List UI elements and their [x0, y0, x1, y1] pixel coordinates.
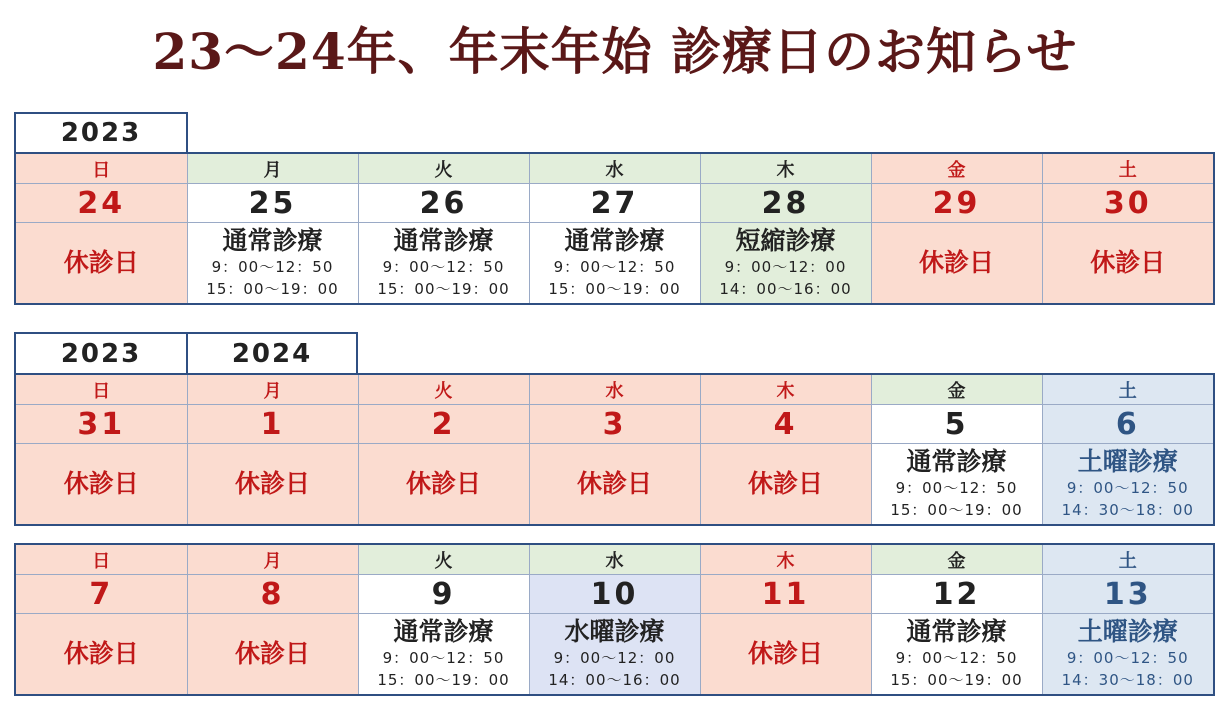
hours-pm: 14：30～18：00: [1061, 501, 1194, 519]
year-tab: 2023: [14, 112, 188, 154]
status-label: 通常診療: [906, 447, 1007, 476]
status-label: 休診日: [63, 248, 139, 277]
dow-tue: 火: [358, 544, 529, 575]
day-content: [529, 444, 700, 526]
day-content: [700, 444, 871, 526]
status-label: 休診日: [576, 469, 652, 498]
dow-fri: 金: [871, 544, 1042, 575]
date-cell: 31: [15, 405, 187, 444]
hours-pm: 14：30～18：00: [1061, 671, 1194, 689]
day-content: [15, 614, 187, 696]
day-content: [871, 223, 1042, 305]
date-cell: 10: [529, 575, 700, 614]
dow-fri: 金: [871, 374, 1042, 405]
dow-tue: 火: [358, 153, 529, 184]
dow-thu: 木: [700, 544, 871, 575]
status-label: 休診日: [747, 469, 823, 498]
hours-pm: 15：00～19：00: [377, 671, 510, 689]
status-label: 通常診療: [906, 617, 1007, 646]
day-content: [358, 614, 529, 696]
day-content: [871, 444, 1042, 526]
hours-am: 9：00～12：50: [895, 479, 1018, 497]
date-cell: 7: [15, 575, 187, 614]
dow-tue: 火: [358, 374, 529, 405]
calendar-week-1: [14, 152, 1215, 305]
calendar-week-3: [14, 543, 1215, 696]
hours-am: 9：00～12：50: [1066, 649, 1189, 667]
page-title: 23～24年、年末年始 診療日のお知らせ: [152, 22, 1078, 81]
dow-wed: 水: [529, 153, 700, 184]
status-label: 土曜診療: [1077, 617, 1178, 646]
date-cell: 9: [358, 575, 529, 614]
dow-sat: 土: [1042, 374, 1214, 405]
date-cell: 6: [1042, 405, 1214, 444]
dow-mon: 月: [187, 153, 358, 184]
hours-pm: 14：00～16：00: [548, 671, 681, 689]
status-label: 休診日: [234, 639, 310, 668]
dow-mon: 月: [187, 374, 358, 405]
day-content: [187, 614, 358, 696]
date-cell: 30: [1042, 184, 1214, 223]
dow-wed: 水: [529, 374, 700, 405]
hours-pm: 15：00～19：00: [548, 280, 681, 298]
day-content: [358, 223, 529, 305]
day-content: [187, 223, 358, 305]
dow-sat: 土: [1042, 153, 1214, 184]
status-label: 休診日: [234, 469, 310, 498]
date-cell: 28: [700, 184, 871, 223]
date-cell: 2: [358, 405, 529, 444]
date-cell: 25: [187, 184, 358, 223]
hours-pm: 15：00～19：00: [206, 280, 339, 298]
status-label: 土曜診療: [1077, 447, 1178, 476]
dow-mon: 月: [187, 544, 358, 575]
day-content: [15, 223, 187, 305]
hours-pm: 15：00～19：00: [377, 280, 510, 298]
date-cell: 27: [529, 184, 700, 223]
hours-am: 9：00～12：00: [724, 258, 847, 276]
date-cell: 11: [700, 575, 871, 614]
dow-thu: 木: [700, 153, 871, 184]
year-tab: 2023: [14, 332, 188, 375]
hours-pm: 14：00～16：00: [719, 280, 852, 298]
status-label: 休診日: [918, 248, 994, 277]
hours-pm: 15：00～19：00: [890, 501, 1023, 519]
status-label: 通常診療: [393, 226, 494, 255]
status-label: 通常診療: [393, 617, 494, 646]
status-label: 短縮診療: [735, 226, 836, 255]
date-cell: 13: [1042, 575, 1214, 614]
dow-sun: 日: [15, 544, 187, 575]
dow-sun: 日: [15, 374, 187, 405]
date-cell: 4: [700, 405, 871, 444]
day-content: [358, 444, 529, 526]
day-content: [15, 444, 187, 526]
date-cell: 24: [15, 184, 187, 223]
dow-thu: 木: [700, 374, 871, 405]
calendar-week-2: [14, 373, 1215, 526]
status-label: 休診日: [63, 469, 139, 498]
dow-wed: 水: [529, 544, 700, 575]
status-label: 通常診療: [222, 226, 323, 255]
day-content: [700, 223, 871, 305]
date-cell: 3: [529, 405, 700, 444]
status-label: 休診日: [405, 469, 481, 498]
hours-am: 9：00～12：50: [1066, 479, 1189, 497]
date-cell: 12: [871, 575, 1042, 614]
date-cell: 26: [358, 184, 529, 223]
dow-fri: 金: [871, 153, 1042, 184]
day-content: [529, 614, 700, 696]
hours-am: 9：00～12：50: [382, 649, 505, 667]
hours-am: 9：00～12：50: [211, 258, 334, 276]
status-label: 休診日: [1090, 248, 1166, 277]
day-content: [700, 614, 871, 696]
dow-sun: 日: [15, 153, 187, 184]
status-label: 休診日: [747, 639, 823, 668]
day-content: [1042, 614, 1214, 696]
date-cell: 8: [187, 575, 358, 614]
status-label: 休診日: [63, 639, 139, 668]
day-content: [529, 223, 700, 305]
day-content: [871, 614, 1042, 696]
status-label: 通常診療: [564, 226, 665, 255]
date-cell: 29: [871, 184, 1042, 223]
status-label: 水曜診療: [564, 617, 665, 646]
day-content: [1042, 444, 1214, 526]
year-tab: 2024: [186, 332, 358, 375]
date-cell: 5: [871, 405, 1042, 444]
hours-am: 9：00～12：00: [553, 649, 676, 667]
hours-am: 9：00～12：50: [895, 649, 1018, 667]
dow-sat: 土: [1042, 544, 1214, 575]
date-cell: 1: [187, 405, 358, 444]
hours-am: 9：00～12：50: [553, 258, 676, 276]
hours-pm: 15：00～19：00: [890, 671, 1023, 689]
day-content: [1042, 223, 1214, 305]
day-content: [187, 444, 358, 526]
hours-am: 9：00～12：50: [382, 258, 505, 276]
